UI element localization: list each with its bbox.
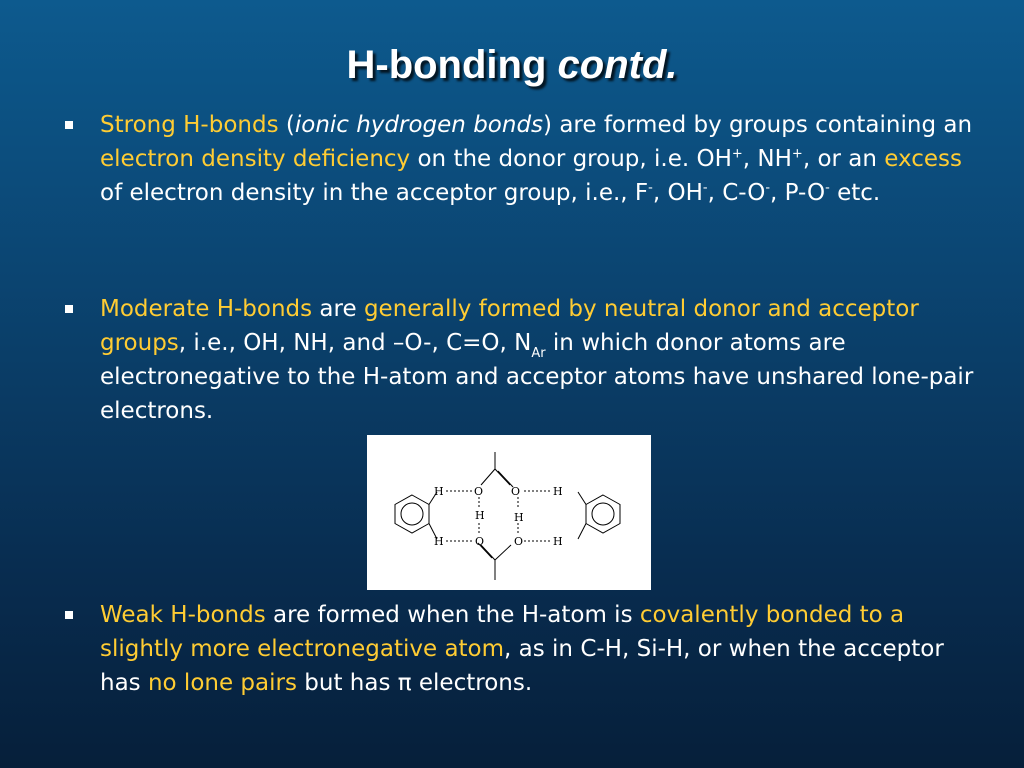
text-span: , C-O <box>707 180 766 206</box>
text-span: of electron density in the acceptor group, i.e., F <box>100 180 649 206</box>
term-neutral-donor-acceptor: generally formed by neutral donor and acceptor groups <box>100 296 919 356</box>
bottom-c-o-right-bond <box>495 545 511 560</box>
bullet-marker <box>65 305 73 313</box>
charge-superscript: - <box>825 180 830 196</box>
atom-h: H <box>434 485 444 498</box>
right-lower-bond <box>578 524 586 540</box>
atom-o: O <box>511 485 521 498</box>
text-span: , or an <box>802 146 885 172</box>
slide-title <box>0 40 1024 90</box>
left-ring-aromatic-circle <box>401 503 423 525</box>
bullet-weak-h-bonds <box>100 598 980 700</box>
text-span: but has π electrons. <box>296 670 533 696</box>
text-span: in which donor atoms are electronegative to the H-atom and acceptor atoms have unshared lone-pair electrons. <box>100 330 974 424</box>
top-c-o-left-bond <box>481 469 495 485</box>
left-benzene-ring <box>395 495 429 533</box>
charge-superscript: - <box>702 180 708 196</box>
atom-o: O <box>474 485 484 498</box>
charge-superscript: - <box>648 180 653 196</box>
text-span: , P-O <box>770 180 826 206</box>
right-ring-aromatic-circle <box>592 503 614 525</box>
text-span: etc. <box>829 180 881 206</box>
subscript-ar: Ar <box>531 345 546 361</box>
bullet-marker <box>65 611 73 619</box>
text-span: , i.e., OH, NH, and –O-, C=O, N <box>178 330 532 356</box>
text-span: are <box>312 296 364 322</box>
term-electron-density-deficiency: electron density deficiency <box>100 146 411 172</box>
atom-h: H <box>553 485 563 498</box>
bullet-marker <box>65 121 73 129</box>
atom-o: O <box>475 535 485 548</box>
text-span: , as in C-H, Si-H, or when the acceptor has <box>100 636 944 696</box>
charge-superscript: + <box>731 146 743 162</box>
atom-h: H <box>475 509 485 522</box>
term-covalently-bonded: covalently bonded to a slightly more electronegative atom <box>100 602 905 662</box>
term-weak-h-bonds: Weak H-bonds <box>100 602 266 628</box>
text-span: on the donor group, i.e. OH <box>410 146 732 172</box>
text-span: , OH <box>652 180 703 206</box>
atom-h: H <box>514 511 524 524</box>
slide-title-main: H-bonding <box>346 43 547 87</box>
charge-superscript: + <box>791 146 803 162</box>
bullet-moderate-h-bonds <box>100 292 980 428</box>
text-span: ( <box>278 112 295 138</box>
term-no-lone-pairs: no lone pairs <box>147 670 297 696</box>
text-span: , NH <box>742 146 792 172</box>
atom-o: O <box>514 535 524 548</box>
bullet-strong-h-bonds <box>100 108 980 210</box>
right-benzene-ring <box>586 495 620 533</box>
text-span: are formed when the H-atom is <box>265 602 640 628</box>
term-moderate-h-bonds: Moderate H-bonds <box>100 296 313 322</box>
atom-h: H <box>553 535 563 548</box>
text-span: ) are formed by groups containing an <box>543 112 973 138</box>
term-strong-h-bonds: Strong H-bonds <box>100 112 279 138</box>
dimer-structure-svg <box>367 435 651 590</box>
right-upper-bond <box>578 492 586 505</box>
benzoic-acid-dimer-diagram <box>367 435 651 590</box>
atom-h: H <box>434 535 444 548</box>
term-excess: excess <box>884 146 962 172</box>
term-ionic-hydrogen-bonds: ionic hydrogen bonds <box>294 112 544 138</box>
slide-title-italic: contd. <box>557 43 678 87</box>
charge-superscript: - <box>765 180 771 196</box>
top-c-o-right-bond <box>495 469 510 485</box>
